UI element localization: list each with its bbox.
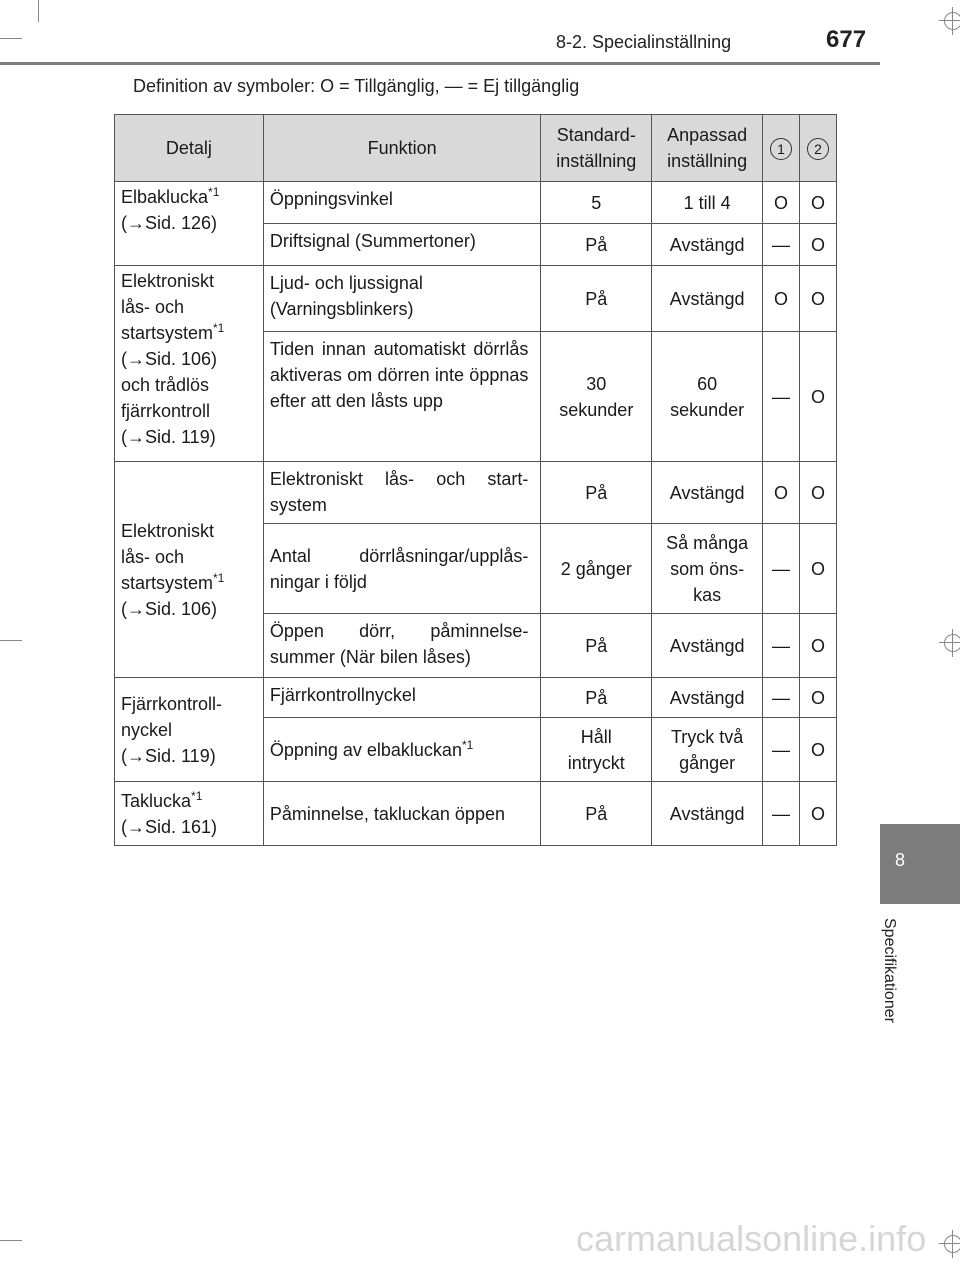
custom-line: Så många <box>666 532 749 553</box>
function-cell: Driftsignal (Summertoner) <box>263 224 541 266</box>
detail-cell <box>115 266 264 462</box>
detail-line: Taklucka <box>121 790 192 811</box>
standard-cell: På <box>541 266 652 332</box>
function-cell: Antal dörrlåsningar/upplås-ningar i följd <box>263 524 541 614</box>
footnote-marker: *1 <box>461 737 474 752</box>
standard-line: 30 <box>586 373 607 394</box>
function-cell: Påminnelse, takluckan öppen <box>263 782 541 846</box>
col2-cell: O <box>800 614 837 678</box>
custom-cell: Avstängd <box>652 782 763 846</box>
detail-line: Fjärrkontroll- <box>121 693 223 714</box>
circled-2-icon: 2 <box>807 138 829 160</box>
chapter-label: Specifikationer <box>881 918 898 1023</box>
custom-cell: Avstängd <box>652 678 763 718</box>
standard-cell <box>541 718 652 782</box>
detail-line: startsystem <box>121 323 214 343</box>
footnote-marker: *1 <box>213 321 225 335</box>
function-text: Öppning av elbakluckan <box>269 739 462 760</box>
custom-cell: 1 till 4 <box>652 182 763 224</box>
standard-line: sekunder <box>559 399 634 420</box>
header-standard-line1: Standard- <box>556 125 636 145</box>
col1-cell: — <box>763 614 800 678</box>
function-cell: Öppningsvinkel <box>263 182 541 224</box>
header-rule <box>0 62 880 65</box>
custom-cell: Avstängd <box>652 614 763 678</box>
custom-cell <box>652 718 763 782</box>
standard-cell <box>541 332 652 462</box>
detail-line: nyckel <box>121 719 173 740</box>
page-reference: (→Sid. 119) <box>121 427 216 447</box>
col1-cell: — <box>763 524 800 614</box>
header-standard-line2: inställning <box>556 151 637 171</box>
crop-mark <box>0 640 22 641</box>
watermark: carmanualsonline.info <box>576 1218 927 1259</box>
table-row <box>115 678 837 718</box>
header-custom <box>652 115 763 182</box>
function-cell: Tiden innan automatiskt dörrlås aktiveras om dörren inte öppnas efter att den låsts upp <box>263 332 541 462</box>
custom-line: kas <box>693 584 722 605</box>
page-reference: (→Sid. 106) <box>121 349 218 369</box>
crop-mark <box>0 1240 22 1241</box>
col1-cell: O <box>763 266 800 332</box>
detail-cell <box>115 678 264 782</box>
custom-cell: Avstängd <box>652 266 763 332</box>
header-function: Funktion <box>263 115 541 182</box>
registration-mark <box>944 12 960 30</box>
custom-cell: Avstängd <box>652 224 763 266</box>
detail-line: startsystem <box>121 572 214 593</box>
detail-line: Elbaklucka <box>121 187 209 207</box>
standard-cell: På <box>541 614 652 678</box>
col1-cell: — <box>763 332 800 462</box>
function-cell: Fjärrkontrollnyckel <box>263 678 541 718</box>
detail-line: och trådlös <box>121 375 210 395</box>
function-cell <box>263 718 541 782</box>
col2-cell: O <box>800 524 837 614</box>
custom-cell <box>652 524 763 614</box>
col1-cell: — <box>763 782 800 846</box>
circled-1-icon: 1 <box>770 138 792 160</box>
standard-line: Håll <box>580 726 612 747</box>
detail-line: Elektroniskt <box>121 271 215 291</box>
col2-cell: O <box>800 266 837 332</box>
page-number: 677 <box>826 26 867 53</box>
standard-line: intryckt <box>567 752 625 773</box>
table-row <box>115 462 837 524</box>
header-col1 <box>763 115 800 182</box>
detail-cell <box>115 182 264 266</box>
col2-cell: O <box>800 224 837 266</box>
section-title: 8-2. Specialinställning <box>556 32 732 52</box>
standard-cell: 2 gånger <box>541 524 652 614</box>
standard-cell: 5 <box>541 182 652 224</box>
function-cell: Ljud- och ljussignal (Varningsblinkers) <box>263 266 541 332</box>
header-custom-line2: inställning <box>667 151 748 171</box>
table-row <box>115 182 837 224</box>
custom-line: Tryck två <box>670 726 744 747</box>
standard-cell: På <box>541 782 652 846</box>
detail-line: lås- och <box>121 546 185 567</box>
chapter-number: 8 <box>894 850 905 870</box>
function-cell: Öppen dörr, påminnelse-summer (När bilen låses) <box>263 614 541 678</box>
detail-line: Elektroniskt <box>121 520 215 541</box>
header-standard <box>541 115 652 182</box>
col2-cell: O <box>800 332 837 462</box>
col2-cell: O <box>800 678 837 718</box>
col1-cell: — <box>763 718 800 782</box>
registration-mark <box>944 634 960 652</box>
col1-cell: — <box>763 224 800 266</box>
page-reference: (→Sid. 119) <box>121 745 216 766</box>
footnote-marker: *1 <box>208 185 220 199</box>
detail-line: fjärrkontroll <box>121 401 211 421</box>
col2-cell: O <box>800 718 837 782</box>
detail-cell <box>115 462 264 678</box>
table-header-row <box>115 115 837 182</box>
table-row <box>115 782 837 846</box>
header-detail: Detalj <box>115 115 264 182</box>
settings-table <box>114 114 837 846</box>
page-reference: (→Sid. 161) <box>121 816 218 837</box>
col1-cell: — <box>763 678 800 718</box>
standard-cell: På <box>541 224 652 266</box>
col2-cell: O <box>800 782 837 846</box>
page-reference: (→Sid. 126) <box>121 213 218 233</box>
footnote-marker: *1 <box>213 570 225 585</box>
custom-cell <box>652 332 763 462</box>
header-custom-line1: Anpassad <box>667 125 748 145</box>
col2-cell: O <box>800 182 837 224</box>
detail-cell <box>115 782 264 846</box>
detail-line: lås- och <box>121 297 185 317</box>
custom-line: gånger <box>679 752 736 773</box>
symbol-definition: Definition av symboler: O = Tillgänglig, — = Ej tillgänglig <box>133 76 580 96</box>
custom-line: 60 <box>697 373 718 394</box>
table-row <box>115 266 837 332</box>
standard-cell: På <box>541 678 652 718</box>
standard-cell: På <box>541 462 652 524</box>
custom-cell: Avstängd <box>652 462 763 524</box>
col1-cell: O <box>763 462 800 524</box>
registration-mark <box>944 1235 960 1253</box>
col1-cell: O <box>763 182 800 224</box>
custom-line: som öns- <box>670 558 745 579</box>
function-cell: Elektroniskt lås- och start-system <box>263 462 541 524</box>
page-header <box>0 0 880 64</box>
header-col2 <box>800 115 837 182</box>
chapter-label-container <box>878 918 908 1048</box>
chapter-tab <box>880 824 960 904</box>
page-reference: (→Sid. 106) <box>121 598 218 619</box>
col2-cell: O <box>800 462 837 524</box>
footnote-marker: *1 <box>191 788 203 803</box>
custom-line: sekunder <box>670 399 745 420</box>
